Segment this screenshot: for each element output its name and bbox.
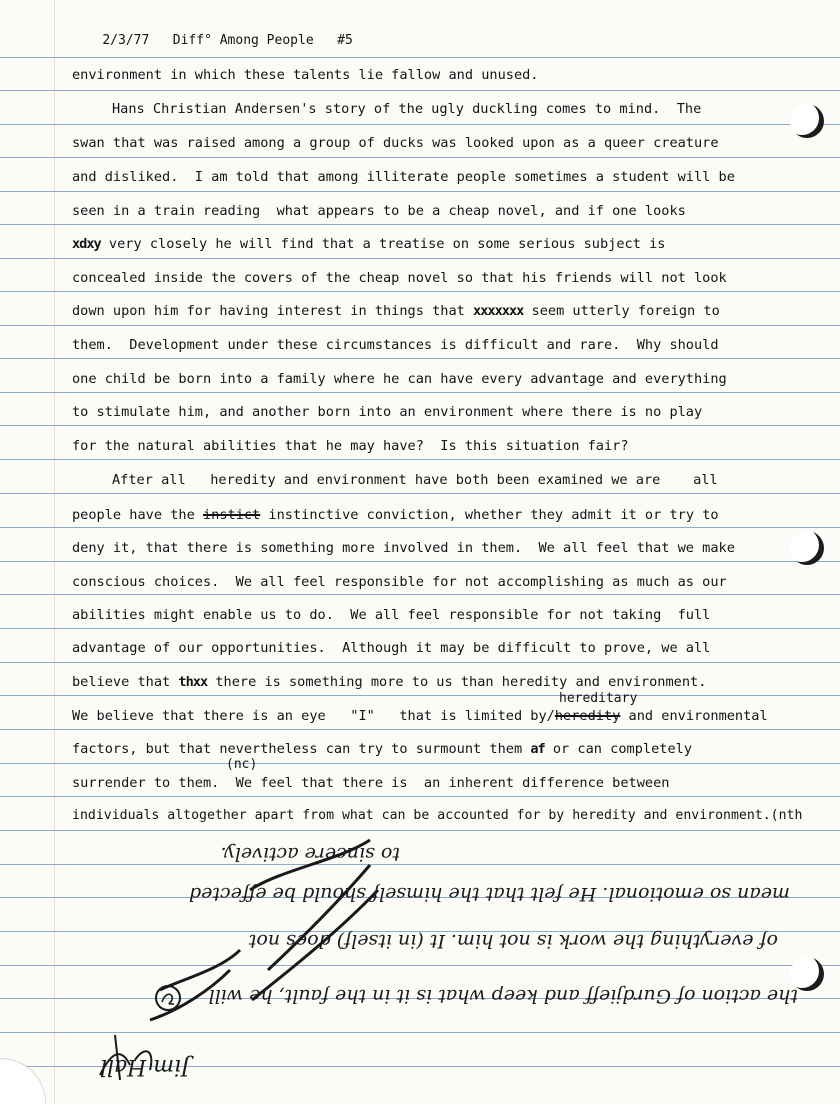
text-line: seen in a train reading what appears to be a cheap novel, and if one looks <box>72 203 686 219</box>
text-line: to stimulate him, and another born into an environment where there is no play <box>72 404 703 420</box>
ruled-line <box>0 459 840 460</box>
ruled-line <box>0 90 840 91</box>
text-line: xdxy very closely he will find that a treatise on some serious subject is <box>72 236 666 252</box>
header-page-number: #5 <box>337 33 353 48</box>
ruled-line <box>0 325 840 326</box>
text-line: conscious choices. We all feel responsible for not accomplishing as much as our <box>72 574 727 590</box>
ruled-line <box>0 392 840 393</box>
text-line: and disliked. I am told that among illiterate people sometimes a student will be <box>72 169 735 185</box>
text-line: After all heredity and environment have both been examined we are all <box>112 472 718 488</box>
text-line: environment in which these talents lie fallow and unused. <box>72 67 539 83</box>
signature: Jim Hall <box>99 1054 190 1079</box>
ruled-line <box>0 425 840 426</box>
inserted-note: (nc) <box>226 757 258 772</box>
ruled-line <box>0 628 840 629</box>
handwriting-line: mean so emotional. He felt that the himself should be effected <box>188 883 790 905</box>
ruled-line <box>0 124 840 125</box>
text-line: people have the instict instinctive conviction, whether they admit it or try to <box>72 507 719 523</box>
typed-strikeout: xdxy <box>72 236 101 252</box>
ruled-line <box>0 191 840 192</box>
ruled-line <box>0 258 840 259</box>
handwriting-line: of everything the work is not him. It (in itself) does not <box>248 930 778 952</box>
text-line: Hans Christian Andersen's story of the ugly duckling comes to mind. The <box>112 101 702 117</box>
ruled-line <box>0 527 840 528</box>
text-line: advantage of our opportunities. Although it may be difficult to prove, we all <box>72 640 711 656</box>
page-header <box>71 18 353 63</box>
handwritten-annotation <box>40 830 840 1100</box>
text-line: We believe that there is an eye "I" that is limited by/heredity and environmental <box>72 708 768 724</box>
binder-hole <box>790 531 824 565</box>
typed-strikeout: thxx <box>178 674 208 690</box>
ruled-line <box>0 796 840 797</box>
struck-word: heredity <box>554 708 621 724</box>
handwriting-line: the action of Gurdjieff and keep what is it in the fault, he will <box>208 985 798 1007</box>
text-line: one child be born into a family where he can have every advantage and everything <box>72 371 727 387</box>
ruled-line <box>0 493 840 494</box>
text-line: down upon him for having interest in things that xxxxxxx seem utterly foreign to <box>72 303 720 319</box>
ruled-line <box>0 358 840 359</box>
ruled-line <box>0 763 840 764</box>
ruled-line <box>0 695 840 696</box>
text-line: deny it, that there is something more involved in them. We all feel that we make <box>72 540 735 556</box>
ruled-line <box>0 224 840 225</box>
ruled-line <box>0 662 840 663</box>
ruled-line <box>0 729 840 730</box>
ruled-line <box>0 291 840 292</box>
typed-strikeout: af <box>530 741 545 757</box>
binder-hole <box>790 104 824 138</box>
text-line: factors, but that nevertheless can try to surmount them af or can completely <box>72 741 693 757</box>
text-line: believe that thxx there is something more to us than heredity and environment. <box>72 674 707 690</box>
text-line: swan that was raised among a group of ducks was looked upon as a queer creature <box>72 135 719 151</box>
header-title: Diff° Among People <box>172 33 314 48</box>
ruled-line <box>0 561 840 562</box>
circled-number-icon <box>156 986 180 1010</box>
ruled-line <box>0 157 840 158</box>
circled-number-glyph <box>162 994 174 1004</box>
text-line: surrender to them. We feel that there is an inherent difference between <box>72 775 670 791</box>
inserted-word: hereditary <box>559 691 638 706</box>
text-line: for the natural abilities that he may have? Is this situation fair? <box>72 438 629 454</box>
handwriting-line: to sincere actively. <box>220 843 400 865</box>
text-line: concealed inside the covers of the cheap novel so that his friends will not look <box>72 270 727 286</box>
struck-word: instict <box>202 507 261 523</box>
text-line: abilities might enable us to do. We all feel responsible for not taking full <box>72 607 711 623</box>
header-date: 2/3/77 <box>102 33 150 48</box>
typed-strikeout: xxxxxxx <box>473 303 524 319</box>
ruled-line <box>0 594 840 595</box>
text-line: them. Development under these circumstances is difficult and rare. Why should <box>72 337 719 353</box>
text-line: individuals altogether apart from what can be accounted for by heredity and environment.(nth <box>72 808 803 823</box>
